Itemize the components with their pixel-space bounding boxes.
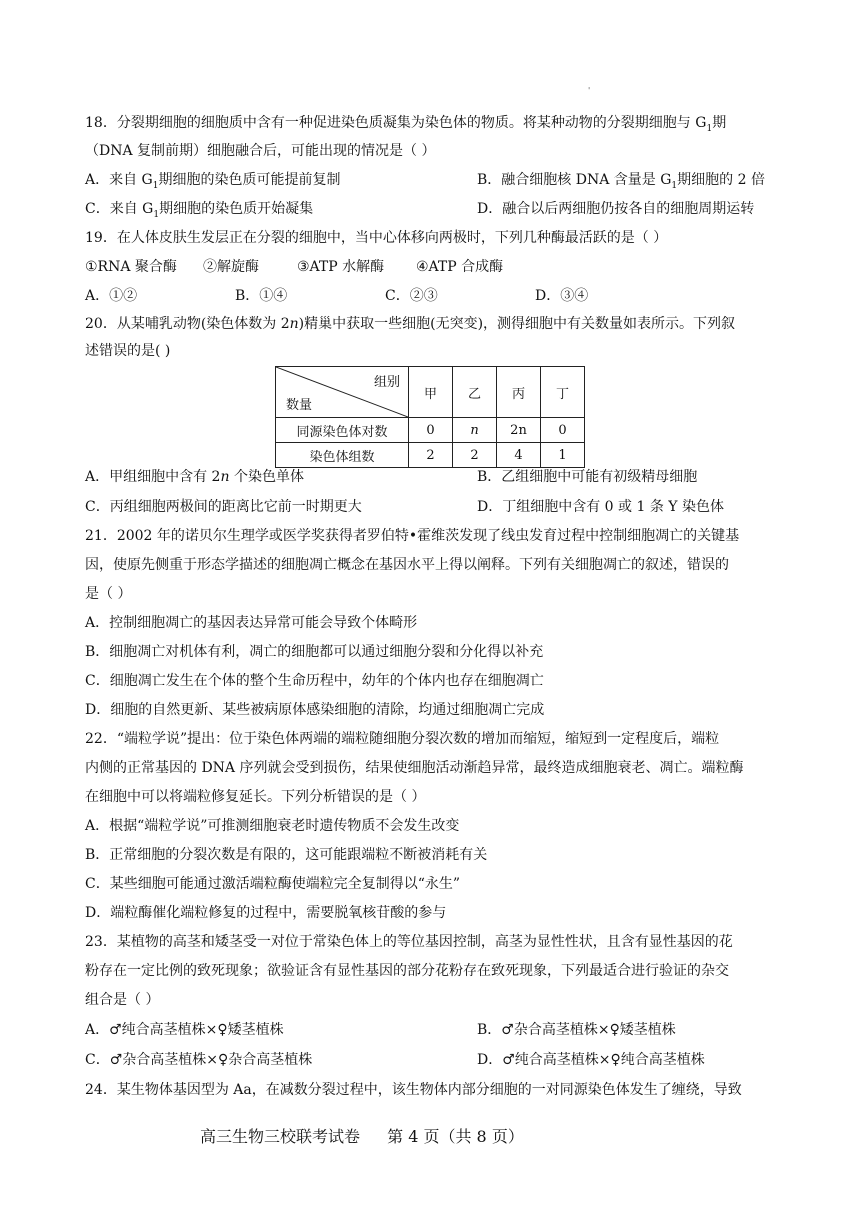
q22-option-c: C．某些细胞可能通过激活端粒酶使端粒完全复制得以“永生” xyxy=(85,876,461,892)
q22-stem-line1: 22．“端粒学说”提出：位于染色体两端的端粒随细胞分裂次数的增加而缩短，缩短到一定程度后，端粒 xyxy=(85,731,720,747)
table-cell: 1 xyxy=(541,443,585,468)
q20-stem-n: n xyxy=(289,316,299,332)
q19-option-d: D．③④ xyxy=(535,288,589,304)
q19-enzyme-list xyxy=(85,257,685,277)
q23-option-a: A．♂纯合高茎植株×♀矮茎植株 xyxy=(85,1022,284,1038)
table-cell: 2 xyxy=(453,443,497,468)
q23-stem-line3: 组合是（ ） xyxy=(85,992,160,1008)
q18-b-pre: B．融合细胞核 DNA 含量是 G xyxy=(477,172,672,188)
q21-stem-line3: 是（ ） xyxy=(85,586,132,602)
page-footer xyxy=(200,1124,546,1147)
q21-option-b: B．细胞凋亡对机体有利，凋亡的细胞都可以通过细胞分裂和分化得以补充 xyxy=(85,644,544,660)
q20-stem-post: )精巢中获取一些细胞(无突变)，测得细胞中有关数量如表所示。下列叙 xyxy=(298,316,736,332)
q19-option-b: B．①④ xyxy=(235,288,288,304)
table-col-header: 丁 xyxy=(541,367,585,418)
q20-option-c: C．丙组细胞两极间的距离比它前一时期更大 xyxy=(85,499,362,515)
table-cell: 2 xyxy=(409,443,453,468)
q18-option-b xyxy=(477,170,765,196)
q19-enzyme-3: ③ATP 水解酶 xyxy=(297,259,385,275)
q22-stem-line3: 在细胞中可以将端粒修复延长。下列分析错误的是（ ） xyxy=(85,789,426,805)
q20-a-post: 个染色单体 xyxy=(229,469,304,485)
q19-options xyxy=(85,286,785,306)
table-row-label: 同源染色体对数 xyxy=(276,418,409,443)
q20-option-a xyxy=(85,467,304,487)
table-col-header: 甲 xyxy=(409,367,453,418)
table-row xyxy=(276,418,585,443)
table-cell: 0 xyxy=(541,418,585,443)
q20-option-b: B．乙组细胞中可能有初级精母细胞 xyxy=(477,469,698,485)
q24-stem-line1: 24．某生物体基因型为 Aa，在减数分裂过程中，该生物体内部分细胞的一对同源染色体发生了缠绕，导致 xyxy=(85,1082,742,1098)
q18-b-post: 期细胞的 2 倍 xyxy=(677,172,765,188)
q18-c-post: 期细胞的染色质开始凝集 xyxy=(159,201,314,217)
table-row-label: 染色体组数 xyxy=(276,443,409,468)
q20-a-pre: A．甲组细胞中含有 2 xyxy=(85,469,221,485)
q18-stem-line2: （DNA 复制前期）细胞融合后，可能出现的情况是（ ） xyxy=(85,143,436,159)
table-cell-text: n xyxy=(470,422,479,438)
q20-stem-line2: 述错误的是( ) xyxy=(85,343,171,359)
footer-title: 高三生物三校联考试卷 xyxy=(200,1127,361,1146)
q19-enzyme-4: ④ATP 合成酶 xyxy=(416,259,504,275)
q22-option-b: B．正常细胞的分裂次数是有限的，这可能跟端粒不断被消耗有关 xyxy=(85,847,488,863)
table-cell: 4 xyxy=(497,443,541,468)
table-row xyxy=(276,443,585,468)
q22-option-d: D．端粒酶催化端粒修复的过程中，需要脱氧核苷酸的参与 xyxy=(85,905,447,921)
q18-option-c xyxy=(85,199,313,225)
q23-options-row2 xyxy=(85,1050,785,1070)
table-col-header: 丙 xyxy=(497,367,541,418)
corner-label-group: 组别 xyxy=(373,375,400,390)
q18-options-row1 xyxy=(85,170,785,190)
q23-option-c: C．♂杂合高茎植株×♀杂合高茎植株 xyxy=(85,1052,313,1068)
q18-b-sub: 1 xyxy=(671,180,678,191)
q21-option-a: A．控制细胞凋亡的基因表达异常可能会导致个体畸形 xyxy=(85,615,418,631)
q19-option-a: A．①② xyxy=(85,288,138,304)
q23-stem-line1: 23．某植物的高茎和矮茎受一对位于常染色体上的等位基因控制，高茎为显性性状，且含有显性基因的花 xyxy=(85,934,733,950)
q23-option-d: D．♂纯合高茎植株×♀纯合高茎植株 xyxy=(477,1052,705,1068)
q18-option-d: D．融合以后两细胞仍按各自的细胞周期运转 xyxy=(477,201,755,217)
q18-option-a xyxy=(85,170,340,196)
q19-enzyme-2: ②解旋酶 xyxy=(203,259,259,275)
q20-stem-pre: 20．从某哺乳动物(染色体数为 2 xyxy=(85,316,290,332)
table-cell xyxy=(497,418,541,443)
q23-stem-line2: 粉存在一定比例的致死现象；欲验证含有显性基因的部分花粉存在致死现象，下列最适合进行验证的杂交 xyxy=(85,963,729,979)
q18-a-post: 期细胞的染色质可能提前复制 xyxy=(158,172,341,188)
table-col-header: 乙 xyxy=(453,367,497,418)
corner-label-quantity: 数量 xyxy=(286,398,313,413)
q18-a-pre: A．来自 G xyxy=(85,172,153,188)
q20-option-d: D．丁组细胞中含有 0 或 1 条 Y 染色体 xyxy=(477,499,724,515)
q22-stem-line2: 内侧的正常基因的 DNA 序列就会受到损伤，结果使细胞活动渐趋异常，最终造成细胞衰老、凋亡。端粒酶 xyxy=(85,760,744,776)
table-cell xyxy=(453,418,497,443)
table-cell: 0 xyxy=(409,418,453,443)
q23-option-b: B．♂杂合高茎植株×♀矮茎植株 xyxy=(477,1022,676,1038)
q18-stem-end: 期 xyxy=(712,115,727,131)
top-mark: ' xyxy=(588,86,591,95)
q21-option-d: D．细胞的自然更新、某些被病原体感染细胞的清除，均通过细胞凋亡完成 xyxy=(85,702,545,718)
q19-stem: 19．在人体皮肤生发层正在分裂的细胞中，当中心体移向两极时，下列几种酶最活跃的是（ ） xyxy=(85,230,668,246)
q22-option-a: A．根据“端粒学说”可推测细胞衰老时遗传物质不会发生改变 xyxy=(85,818,460,834)
q20-options-row1 xyxy=(85,467,785,487)
q18-options-row2 xyxy=(85,199,785,219)
table-cell-text: 2n xyxy=(510,422,527,438)
q18-c-sub: 1 xyxy=(153,209,160,220)
q21-stem-line1: 21．2002 年的诺贝尔生理学或医学奖获得者罗伯特•霍维茨发现了线虫发育过程中控制细胞凋亡的关键基 xyxy=(85,528,740,544)
table-header-row xyxy=(276,367,585,418)
q18-c-pre: C．来自 G xyxy=(85,201,154,217)
q18-sub: 1 xyxy=(706,123,713,134)
q21-stem-line2: 因，使原先侧重于形态学描述的细胞凋亡概念在基因水平上得以阐释。下列有关细胞凋亡的叙述，错误的 xyxy=(85,557,729,573)
q19-option-c: C．②③ xyxy=(385,288,438,304)
table-corner-cell xyxy=(276,367,409,418)
q23-options-row1 xyxy=(85,1020,785,1040)
q18-stem-line1 xyxy=(85,113,726,139)
q18-stem-text: 18．分裂期细胞的细胞质中含有一种促进染色质凝集为染色体的物质。将某种动物的分裂期细胞与 G xyxy=(85,115,707,131)
q20-stem-line1 xyxy=(85,314,735,334)
footer-page-number: 第 4 页（共 8 页） xyxy=(387,1127,524,1146)
q19-enzyme-1: ①RNA 聚合酶 xyxy=(85,259,177,275)
q18-a-sub: 1 xyxy=(152,180,159,191)
q20-a-n: n xyxy=(220,469,230,485)
q20-data-table xyxy=(275,366,585,468)
q20-options-row2 xyxy=(85,497,785,517)
q21-option-c: C．细胞凋亡发生在个体的整个生命历程中，幼年的个体内也存在细胞凋亡 xyxy=(85,673,544,689)
